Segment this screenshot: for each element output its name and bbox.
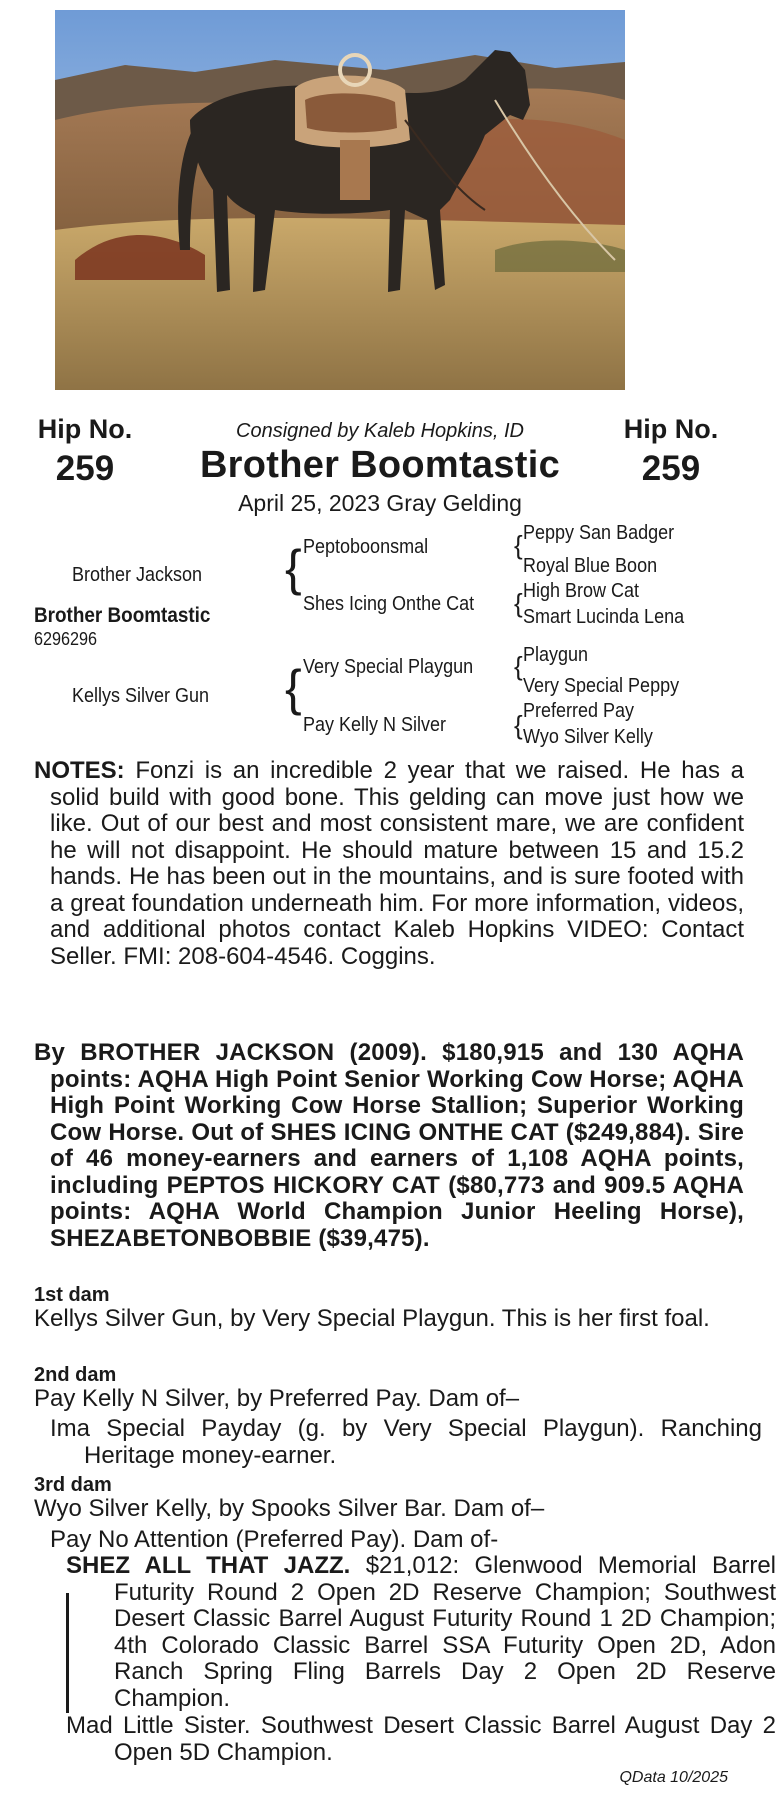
- third-dam-heading: 3rd dam: [34, 1474, 112, 1496]
- second-dam-heading: 2nd dam: [34, 1364, 117, 1386]
- horse-name: Brother Boomtastic: [199, 444, 561, 486]
- notes-label: NOTES:: [34, 757, 125, 784]
- pedigree-sd-sire: High Brow Cat: [523, 580, 640, 602]
- pedigree-ds-dam: Very Special Peppy: [523, 675, 680, 697]
- pedigree-ss-sire: Peppy San Badger: [523, 522, 675, 544]
- brace-sd-icon: {: [514, 588, 523, 618]
- pedigree-registration: 6296296: [34, 629, 98, 649]
- brace-dam-icon: {: [285, 660, 302, 716]
- consignor: Consigned by Kaleb Hopkins, ID: [236, 420, 524, 442]
- hip-number-right: [620, 412, 722, 492]
- second-dam-produce: Ima Special Payday (g. by Very Special Playgun). Ranching Heritage money-earner.: [50, 1415, 762, 1469]
- pedigree-dam: Kellys Silver Gun: [72, 685, 210, 707]
- third-dam-text: Wyo Silver Kelly, by Spooks Silver Bar. Dam of–: [34, 1495, 545, 1522]
- first-dam-text: Kellys Silver Gun, by Very Special Playgun. This is her first foal.: [34, 1305, 710, 1332]
- pedigree-sd-dam: Smart Lucinda Lena: [523, 606, 685, 628]
- horse-photo-illustration: [55, 10, 625, 390]
- horse-photo: [55, 10, 625, 390]
- pedigree-ss-dam: Royal Blue Boon: [523, 555, 658, 577]
- grand-produce-mad-little-sister: Mad Little Sister. Southwest Desert Classic Barrel August Day 2 Open 5D Champion.: [66, 1712, 776, 1766]
- brace-ss-icon: {: [514, 530, 523, 560]
- hip-label-right: Hip No.: [623, 414, 719, 444]
- brace-ds-icon: {: [514, 651, 523, 681]
- pedigree-sire-dam: Shes Icing Onthe Cat: [303, 593, 475, 615]
- third-dam-produce: Pay No Attention (Preferred Pay). Dam of-: [50, 1526, 499, 1553]
- hip-value-left: 259: [55, 449, 115, 488]
- pedigree-dam-dam: Pay Kelly N Silver: [303, 714, 447, 736]
- hip-number-left: [34, 412, 136, 492]
- notes-text: Fonzi is an incredible 2 year that we raised. He has a solid build with good bone. This gelding can move just how we like. Out of our best and most consistent mare, we are confident he will not disappoint. He should mature between 15 and 15.2 hands. He has been out in the mountains, and is sure footed with a great foundation underneath him. For more information, videos, and additional photos contact Kaleb Hopkins VIDEO: Contact Seller. FMI: 208-604-4546. Coggins.: [50, 757, 744, 970]
- brace-dd-icon: {: [514, 710, 523, 740]
- brace-sire-icon: {: [285, 540, 302, 596]
- grand-produce-jazz: [66, 1553, 776, 1712]
- pedigree-sire-sire: Peptoboonsmal: [303, 536, 429, 558]
- sire-record: By BROTHER JACKSON (2009). $180,915 and 130 AQHA points: AQHA High Point Senior Working Cow Horse; AQHA High Point Working Cow Horse Stallion; Superior Working Cow Horse. Out of SHES ICING ONTHE CAT ($249,884). Sire of 46 money-earners and earners of 1,108 AQHA points, including PEPTOS HICKORY CAT ($80,773 and 909.5 AQHA points: AQHA World Champion Junior Heeling Horse), SHEZABETONBOBBIE ($39,475).: [34, 1039, 744, 1252]
- pedigree-dam-sire: Very Special Playgun: [303, 656, 474, 678]
- pedigree-dd-sire: Preferred Pay: [523, 700, 635, 722]
- pedigree-sire: Brother Jackson: [72, 564, 203, 586]
- hip-label-left: Hip No.: [37, 414, 133, 444]
- grand-produce-jazz-name: SHEZ ALL THAT JAZZ.: [66, 1552, 351, 1579]
- pedigree-ds-sire: Playgun: [523, 644, 589, 666]
- footer-qdata: QData 10/2025: [619, 1769, 728, 1786]
- birth-info: April 25, 2023 Gray Gelding: [238, 490, 522, 516]
- notes-section: [34, 758, 744, 970]
- pedigree-dd-dam: Wyo Silver Kelly: [523, 726, 653, 748]
- pedigree-subject: Brother Boomtastic: [34, 604, 211, 627]
- first-dam-heading: 1st dam: [34, 1284, 110, 1306]
- hip-value-right: 259: [641, 449, 701, 488]
- second-dam-text: Pay Kelly N Silver, by Preferred Pay. Dam of–: [34, 1385, 520, 1412]
- grand-produce-jazz-text: $21,012: Glenwood Memorial Barrel Futurity Round 2 Open 2D Reserve Champion; Southwest Desert Classic Barrel August Futurity Round 1 2D Champion; 4th Colorado Classic Barrel SSA Futurity Open 2D, Adon Ranch Spring Fling Barrels Day 2 Open 2D Reserve Champion.: [114, 1552, 777, 1712]
